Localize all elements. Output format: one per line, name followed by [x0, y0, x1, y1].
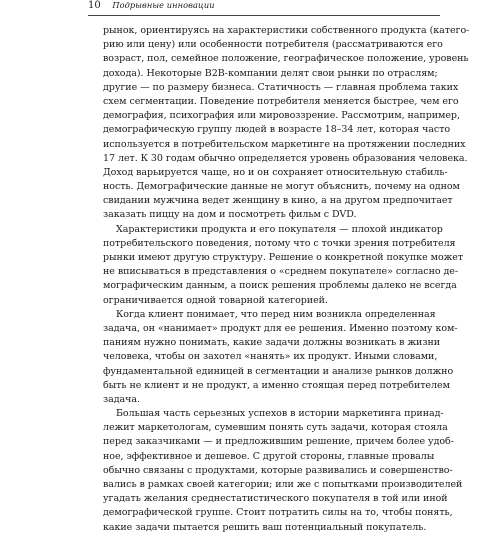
text-line: возраст, пол, семейное положение, географическое положение, уровень — [103, 53, 469, 65]
text-line: рынки имеют другую структуру. Решение о конкретной покупке может — [103, 252, 464, 263]
text-line: демография, психография или мировоззрение. Рассмотрим, например, — [103, 110, 460, 122]
text-line: дохода). Некоторые B2B-компании делят свои рынки по отраслям; — [103, 67, 438, 79]
text-line: задача, он «нанимает» продукт для ее решения. Именно поэтому ком- — [103, 322, 458, 334]
text-line: демографическую группу людей в возрасте 18–34 лет, которая часто — [103, 124, 451, 136]
paragraph — [103, 223, 464, 308]
text-line: быть не клиент и не продукт, а именно стоящая перед потребителем — [103, 379, 450, 391]
text-line: фундаментальной единицей в сегментации и анализе рынков должно — [103, 365, 454, 377]
text-line: Доход варьируется чаще, но и он сохраняет относительную стабиль- — [103, 166, 448, 178]
text-line: ное, эффективное и дешевое. С другой стороны, главные провалы — [103, 450, 435, 462]
running-head — [88, 0, 440, 16]
paragraph — [103, 308, 458, 407]
text-line: вались в рамках своей категории; или же с попытками производителей — [103, 479, 463, 490]
text-line: демографической группе. Стоит потратить силы на то, чтобы понять, — [103, 507, 453, 519]
text-line: какие задачи пытается решить ваш потенциальный покупатель. — [103, 521, 427, 533]
text-line: угадать желания среднестатистического покупателя в той или иной — [103, 493, 448, 505]
text-line: человека, чтобы он захотел «нанять» их продукт. Иными словами, — [103, 351, 438, 363]
text-line: ность. Демографические данные не могут объяснить, почему на одном — [103, 181, 460, 193]
text-line: обычно связаны с продуктами, которые развивались и совершенство- — [103, 464, 453, 476]
body-text — [103, 24, 470, 535]
text-line: 17 лет. К 30 годам обычно определяется уровень образования человека. — [103, 152, 468, 164]
text-line: Когда клиент понимает, что перед ним возникла определенная — [116, 308, 436, 320]
text-line: мографическим данным, а поиск решения проблемы далеко не всегда — [103, 280, 457, 292]
text-line: заказать пиццу на дом и посмотреть фильм с DVD. — [103, 209, 357, 221]
paragraph — [103, 407, 463, 535]
text-line: не вписываться в представления о «среднем покупателе» согласно де- — [103, 266, 459, 278]
text-line: Большая часть серьезных успехов в истории маркетинга принад- — [116, 408, 444, 420]
text-line: свидании мужчина ведет женщину в кино, а на другом предпочитает — [103, 195, 453, 207]
text-line: используется в потребительском маркетинге на протяжении последних — [103, 138, 466, 150]
text-line: рию или цену) или особенности потребителя (рассматриваются его — [103, 39, 443, 51]
running-title: Подрывные инновации — [112, 0, 215, 10]
text-line: перед заказчиками — и предложившим решение, причем более удоб- — [103, 436, 454, 448]
text-line: Характеристики продукта и его покупателя — плохой индикатор — [116, 223, 443, 235]
text-line: задача. — [103, 393, 140, 405]
text-line: рынок, ориентируясь на характеристики собственного продукта (катего- — [103, 25, 470, 36]
page-number: 10 — [88, 0, 101, 11]
text-line: ограничивается одной товарной категорией. — [103, 294, 328, 306]
text-line: потребительского поведения, потому что с точки зрения потребителя — [103, 237, 456, 249]
text-line: лежит маркетологам, сумевшим понять суть задачи, которая стояла — [103, 422, 448, 434]
text-line: схем сегментации. Поведение потребителя меняется быстрее, чем его — [103, 95, 459, 107]
text-line: паниям нужно понимать, какие задачи должны возникать в жизни — [103, 337, 441, 349]
paragraph — [103, 24, 470, 223]
text-line: другие — по размеру бизнеса. Статичность — главная проблема таких — [103, 81, 459, 93]
